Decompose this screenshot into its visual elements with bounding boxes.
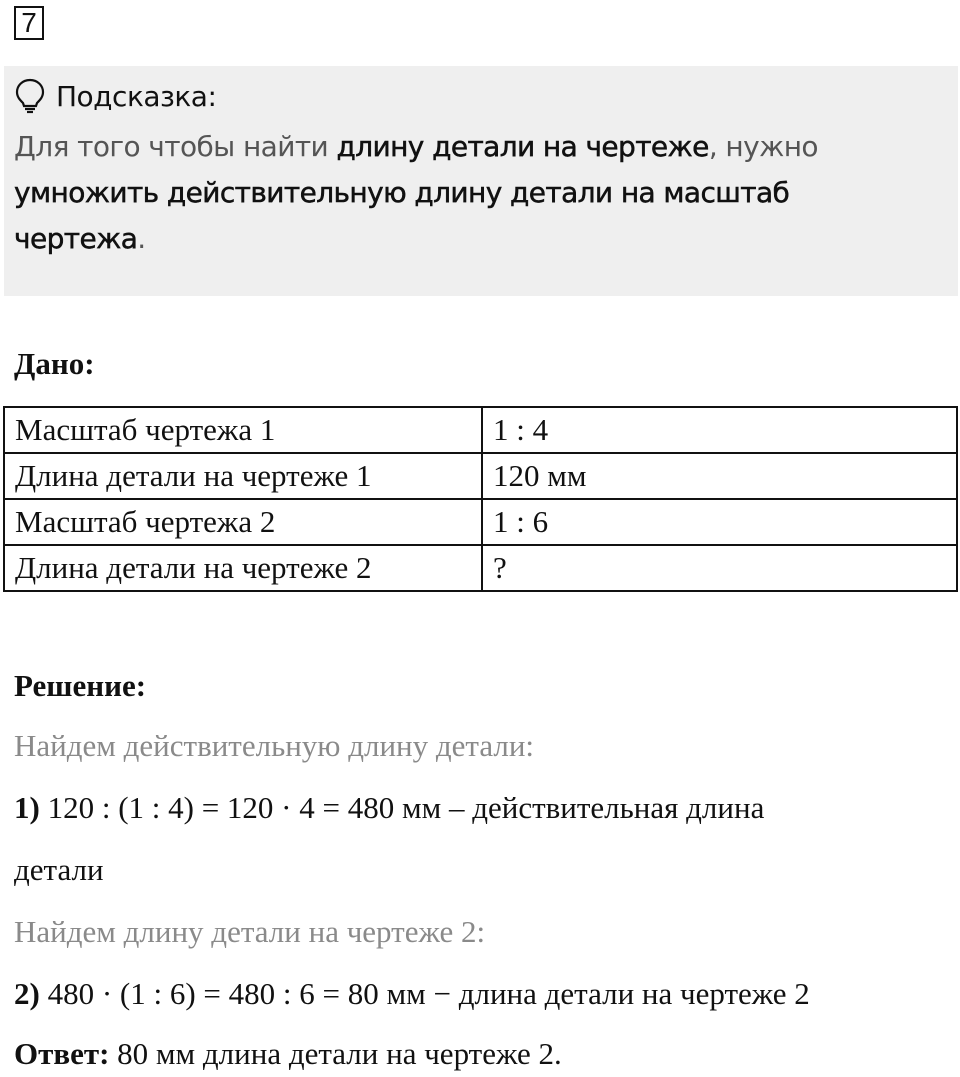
step2-number: 2) [14,976,40,1011]
step2-line [14,976,810,1012]
step1-line [14,790,764,826]
given-value-cell: 1 : 6 [482,499,957,545]
hint-text [14,124,914,262]
step2-text: 480 · (1 : 6) = 480 : 6 = 80 мм − длина детали на чертеже 2 [39,976,810,1011]
step1-intro: Найдем действительную длину детали: [14,728,535,763]
given-value-cell: 120 мм [482,453,957,499]
hint-header [14,78,216,114]
given-name-cell: Длина детали на чертеже 1 [4,453,482,499]
lightbulb-icon [14,78,46,114]
hint-text-part: , нужно [708,130,818,163]
hint-emphasis: чертежа [14,222,138,255]
given-value-cell: ? [482,545,957,591]
given-table [3,406,958,592]
answer-line [14,1036,562,1072]
table-row [4,499,957,545]
answer-text: 80 мм длина детали на чертеже 2. [109,1036,562,1071]
answer-label: Ответ: [14,1036,110,1071]
table-row [4,545,957,591]
hint-emphasis: умножить действительную длину детали на масштаб [14,176,790,209]
given-name-cell: Длина детали на чертеже 2 [4,545,482,591]
task-number: 7 [14,6,44,40]
given-name-cell: Масштаб чертежа 2 [4,499,482,545]
table-row [4,407,957,453]
hint-emphasis: длину детали на чертеже [336,130,709,163]
step1-continuation: детали [14,852,104,887]
hint-text-part: Для того чтобы найти [14,130,337,163]
step1-text: 120 : (1 : 4) = 120 · 4 = 480 мм – действительная длина [39,790,765,825]
given-value-cell: 1 : 4 [482,407,957,453]
given-heading: Дано: [14,346,95,381]
step2-intro: Найдем длину детали на чертеже 2: [14,914,486,949]
given-name-cell: Масштаб чертежа 1 [4,407,482,453]
table-row [4,453,957,499]
hint-text-part: . [137,222,146,255]
hint-title: Подсказка: [56,79,217,113]
solution-heading: Решение: [14,668,147,703]
step1-number: 1) [14,790,40,825]
